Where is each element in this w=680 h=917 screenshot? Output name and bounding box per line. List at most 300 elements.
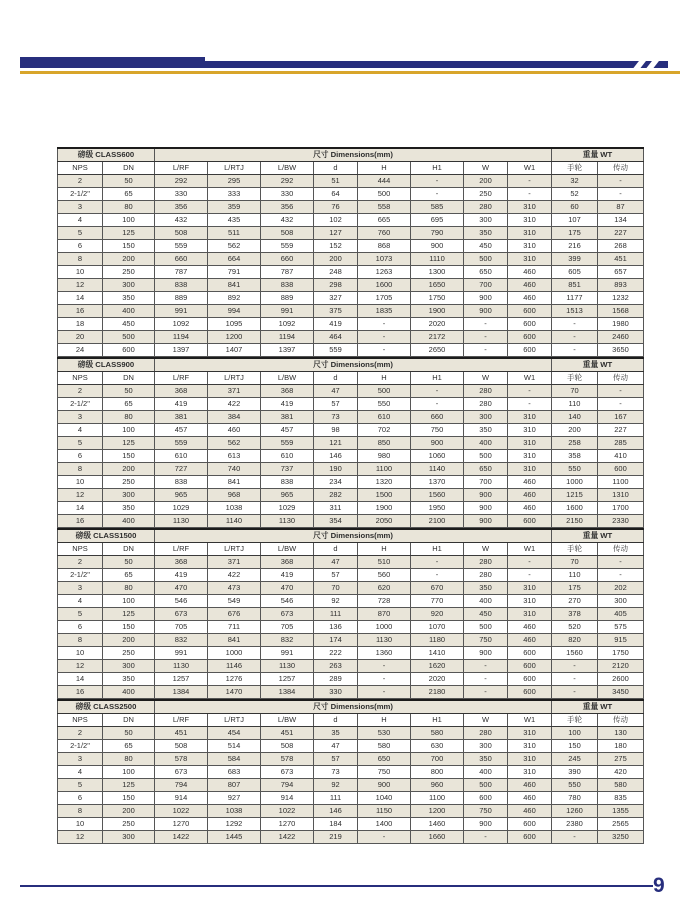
cell: 100 — [103, 424, 155, 437]
cell: 107 — [552, 214, 598, 227]
cell: 10 — [58, 476, 103, 489]
table-row — [58, 344, 644, 357]
cell: 200 — [103, 634, 155, 647]
class-label: 磅级 CLASS1500 — [58, 529, 155, 543]
cell: 280 — [464, 727, 508, 740]
column-header: L/RTJ — [208, 543, 261, 556]
spec-tables — [57, 147, 643, 844]
cell: 868 — [358, 240, 411, 253]
cell: 410 — [598, 450, 644, 463]
cell: 1070 — [411, 621, 464, 634]
cell: 600 — [103, 344, 155, 357]
cell: 892 — [208, 292, 261, 305]
cell: 368 — [155, 556, 208, 569]
spec-table-class600 — [57, 147, 644, 357]
cell: 550 — [358, 398, 411, 411]
cell: 968 — [208, 489, 261, 502]
cell: 270 — [552, 595, 598, 608]
cell: 248 — [314, 266, 358, 279]
column-header: H — [358, 162, 411, 175]
cell: 150 — [103, 450, 155, 463]
cell: 660 — [411, 411, 464, 424]
table-row — [58, 634, 644, 647]
cell: 310 — [508, 463, 552, 476]
table-row — [58, 805, 644, 818]
cell: 1150 — [358, 805, 411, 818]
cell: 2-1/2" — [58, 569, 103, 582]
cell: - — [598, 175, 644, 188]
cell: 167 — [598, 411, 644, 424]
cell: 580 — [598, 779, 644, 792]
cell: 2-1/2" — [58, 740, 103, 753]
cell: - — [508, 556, 552, 569]
cell: 250 — [103, 647, 155, 660]
column-header: DN — [103, 372, 155, 385]
cell: 70 — [552, 385, 598, 398]
cell: 146 — [314, 450, 358, 463]
cell: 14 — [58, 292, 103, 305]
cell: 350 — [464, 227, 508, 240]
cell: 664 — [208, 253, 261, 266]
cell: 1660 — [411, 831, 464, 844]
cell: 227 — [598, 227, 644, 240]
table-row — [58, 398, 644, 411]
cell: 295 — [208, 175, 261, 188]
table-row — [58, 253, 644, 266]
cell: 250 — [103, 818, 155, 831]
cell: 613 — [208, 450, 261, 463]
cell: 460 — [508, 502, 552, 515]
cell: 419 — [261, 569, 314, 582]
table-row — [58, 175, 644, 188]
cell: 600 — [508, 818, 552, 831]
cell: 1146 — [208, 660, 261, 673]
cell: 444 — [358, 175, 411, 188]
cell: 140 — [552, 411, 598, 424]
cell: 1700 — [598, 502, 644, 515]
cell: 5 — [58, 227, 103, 240]
cell: 1470 — [208, 686, 261, 699]
table-row — [58, 411, 644, 424]
cell: 368 — [261, 385, 314, 398]
cell: 358 — [552, 450, 598, 463]
cell: 1022 — [155, 805, 208, 818]
cell: 350 — [103, 502, 155, 515]
table-row — [58, 305, 644, 318]
cell: 190 — [314, 463, 358, 476]
cell: 280 — [464, 398, 508, 411]
cell: 1600 — [358, 279, 411, 292]
cell: 695 — [411, 214, 464, 227]
weight-label: 重量 WT — [552, 529, 644, 543]
cell: 419 — [155, 569, 208, 582]
cell: 419 — [261, 398, 314, 411]
column-header-row — [58, 372, 644, 385]
cell: 559 — [155, 437, 208, 450]
table-row — [58, 279, 644, 292]
cell: 559 — [155, 240, 208, 253]
cell: 12 — [58, 489, 103, 502]
cell: 760 — [358, 227, 411, 240]
cell: 310 — [508, 450, 552, 463]
cell: 578 — [155, 753, 208, 766]
cell: 280 — [464, 385, 508, 398]
cell: 550 — [552, 463, 598, 476]
cell: 900 — [464, 502, 508, 515]
cell: 520 — [552, 621, 598, 634]
cell: 2460 — [598, 331, 644, 344]
cell: 422 — [208, 398, 261, 411]
cell: 770 — [411, 595, 464, 608]
cell: - — [464, 331, 508, 344]
cell: 600 — [508, 673, 552, 686]
cell: 1194 — [155, 331, 208, 344]
cell: 150 — [103, 621, 155, 634]
class-label: 磅级 CLASS2500 — [58, 700, 155, 714]
cell: 1029 — [261, 502, 314, 515]
cell: 1320 — [358, 476, 411, 489]
table-row — [58, 660, 644, 673]
cell: 1257 — [261, 673, 314, 686]
cell: 835 — [598, 792, 644, 805]
cell: 600 — [508, 344, 552, 357]
cell: 222 — [314, 647, 358, 660]
cell: 92 — [314, 595, 358, 608]
cell: 51 — [314, 175, 358, 188]
cell: - — [598, 569, 644, 582]
cell: 280 — [464, 569, 508, 582]
cell: 354 — [314, 515, 358, 528]
cell: 333 — [208, 188, 261, 201]
column-header: W — [464, 372, 508, 385]
cell: 1650 — [411, 279, 464, 292]
cell: 620 — [358, 582, 411, 595]
cell: - — [598, 188, 644, 201]
cell: 150 — [103, 240, 155, 253]
cell: - — [411, 385, 464, 398]
cell: 2150 — [552, 515, 598, 528]
cell: 310 — [508, 740, 552, 753]
cell: 575 — [598, 621, 644, 634]
cell: 500 — [464, 621, 508, 634]
cell: 787 — [155, 266, 208, 279]
cell: 375 — [314, 305, 358, 318]
cell: - — [358, 660, 411, 673]
column-header: d — [314, 714, 358, 727]
cell: 1073 — [358, 253, 411, 266]
cell: 76 — [314, 201, 358, 214]
cell: 1092 — [261, 318, 314, 331]
cell: 2 — [58, 727, 103, 740]
class-label: 磅级 CLASS600 — [58, 148, 155, 162]
cell: 8 — [58, 253, 103, 266]
cell: 1750 — [598, 647, 644, 660]
table-row — [58, 595, 644, 608]
cell: 900 — [464, 818, 508, 831]
cell: 200 — [103, 463, 155, 476]
cell: 280 — [464, 556, 508, 569]
column-header: NPS — [58, 714, 103, 727]
spec-table-class900 — [57, 357, 644, 528]
header-gold-line — [20, 71, 680, 74]
table-row — [58, 424, 644, 437]
table-row — [58, 569, 644, 582]
cell: 460 — [508, 489, 552, 502]
cell: 282 — [314, 489, 358, 502]
cell: 559 — [261, 437, 314, 450]
cell: 702 — [358, 424, 411, 437]
cell: 268 — [598, 240, 644, 253]
cell: 150 — [103, 792, 155, 805]
cell: 960 — [411, 779, 464, 792]
cell: 965 — [155, 489, 208, 502]
cell: 700 — [411, 753, 464, 766]
cell: 500 — [464, 450, 508, 463]
cell: 2020 — [411, 673, 464, 686]
cell: 991 — [261, 647, 314, 660]
cell: 991 — [261, 305, 314, 318]
column-header: 传动 — [598, 714, 644, 727]
cell: 451 — [261, 727, 314, 740]
cell: 50 — [103, 175, 155, 188]
cell: 780 — [552, 792, 598, 805]
cell: 2-1/2" — [58, 188, 103, 201]
cell: 740 — [208, 463, 261, 476]
cell: 1110 — [411, 253, 464, 266]
cell: 750 — [358, 766, 411, 779]
cell: 508 — [155, 227, 208, 240]
cell: 500 — [358, 385, 411, 398]
cell: - — [411, 556, 464, 569]
cell: 381 — [155, 411, 208, 424]
table-row — [58, 188, 644, 201]
cell: 450 — [464, 608, 508, 621]
cell: 700 — [464, 476, 508, 489]
cell: 292 — [155, 175, 208, 188]
table-row — [58, 818, 644, 831]
cell: 8 — [58, 463, 103, 476]
cell: 610 — [358, 411, 411, 424]
cell: 705 — [155, 621, 208, 634]
cell: 219 — [314, 831, 358, 844]
cell: 174 — [314, 634, 358, 647]
cell: 508 — [261, 227, 314, 240]
cell: 250 — [464, 188, 508, 201]
table-row — [58, 766, 644, 779]
cell: 16 — [58, 515, 103, 528]
column-header: DN — [103, 162, 155, 175]
cell: 1560 — [552, 647, 598, 660]
cell: 65 — [103, 569, 155, 582]
cell: 300 — [464, 740, 508, 753]
cell: 1384 — [261, 686, 314, 699]
table-row — [58, 740, 644, 753]
cell: 1200 — [208, 331, 261, 344]
column-header: 手轮 — [552, 372, 598, 385]
cell: - — [464, 831, 508, 844]
column-header: H — [358, 714, 411, 727]
cell: 1180 — [411, 634, 464, 647]
cell: 914 — [261, 792, 314, 805]
cell: 460 — [508, 476, 552, 489]
cell: 1310 — [598, 489, 644, 502]
cell: 838 — [155, 279, 208, 292]
cell: 927 — [208, 792, 261, 805]
cell: 650 — [464, 266, 508, 279]
cell: 900 — [464, 647, 508, 660]
column-header-row — [58, 543, 644, 556]
cell: - — [411, 398, 464, 411]
cell: 1360 — [358, 647, 411, 660]
cell: - — [552, 686, 598, 699]
cell: 980 — [358, 450, 411, 463]
cell: 600 — [508, 305, 552, 318]
cell: 800 — [411, 766, 464, 779]
cell: 1038 — [208, 502, 261, 515]
cell: 435 — [208, 214, 261, 227]
cell: 258 — [552, 437, 598, 450]
cell: 1130 — [358, 634, 411, 647]
cell: 454 — [208, 727, 261, 740]
cell: 80 — [103, 753, 155, 766]
cell: - — [552, 831, 598, 844]
table-row — [58, 385, 644, 398]
cell: 10 — [58, 266, 103, 279]
cell: 12 — [58, 279, 103, 292]
cell: 14 — [58, 502, 103, 515]
header-navy-bar-left — [20, 57, 205, 68]
cell: 175 — [552, 582, 598, 595]
cell: 87 — [598, 201, 644, 214]
cell: 1100 — [598, 476, 644, 489]
cell: 52 — [552, 188, 598, 201]
cell: 1263 — [358, 266, 411, 279]
cell: 2 — [58, 385, 103, 398]
page-number: 9 — [653, 874, 665, 897]
cell: 893 — [598, 279, 644, 292]
cell: 700 — [464, 279, 508, 292]
cell: 1397 — [261, 344, 314, 357]
column-header: d — [314, 372, 358, 385]
cell: 8 — [58, 634, 103, 647]
cell: - — [508, 398, 552, 411]
cell: 57 — [314, 569, 358, 582]
table-row — [58, 489, 644, 502]
cell: 900 — [464, 305, 508, 318]
cell: 419 — [314, 318, 358, 331]
cell: 1040 — [358, 792, 411, 805]
cell: 310 — [508, 424, 552, 437]
cell: 350 — [464, 582, 508, 595]
cell: 92 — [314, 779, 358, 792]
cell: - — [552, 318, 598, 331]
cell: 150 — [552, 740, 598, 753]
cell: 2-1/2" — [58, 398, 103, 411]
dimensions-label: 尺寸 Dimensions(mm) — [155, 700, 552, 714]
cell: 350 — [103, 673, 155, 686]
cell: 70 — [314, 582, 358, 595]
cell: 794 — [261, 779, 314, 792]
cell: 832 — [261, 634, 314, 647]
section-header-row — [58, 700, 644, 714]
cell: 327 — [314, 292, 358, 305]
column-header: H1 — [411, 714, 464, 727]
cell: 400 — [464, 437, 508, 450]
cell: 73 — [314, 411, 358, 424]
cell: 310 — [508, 201, 552, 214]
cell: 110 — [552, 569, 598, 582]
cell: 400 — [103, 515, 155, 528]
cell: 2565 — [598, 818, 644, 831]
table-row — [58, 476, 644, 489]
cell: 460 — [508, 792, 552, 805]
cell: 1276 — [208, 673, 261, 686]
cell: 3 — [58, 753, 103, 766]
cell: 111 — [314, 608, 358, 621]
cell: 289 — [314, 673, 358, 686]
cell: 300 — [103, 489, 155, 502]
cell: 16 — [58, 686, 103, 699]
column-header-row — [58, 714, 644, 727]
column-header: 手轮 — [552, 714, 598, 727]
cell: 216 — [552, 240, 598, 253]
cell: 3 — [58, 201, 103, 214]
table-row — [58, 318, 644, 331]
cell: 1260 — [552, 805, 598, 818]
cell: 310 — [508, 227, 552, 240]
cell: 546 — [155, 595, 208, 608]
cell: 70 — [552, 556, 598, 569]
cell: 110 — [552, 398, 598, 411]
class-label: 磅级 CLASS900 — [58, 358, 155, 372]
cell: 310 — [508, 727, 552, 740]
cell: 80 — [103, 411, 155, 424]
cell: 605 — [552, 266, 598, 279]
cell: - — [552, 673, 598, 686]
cell: 125 — [103, 779, 155, 792]
cell: 1397 — [155, 344, 208, 357]
cell: 665 — [358, 214, 411, 227]
cell: - — [552, 344, 598, 357]
cell: 460 — [508, 634, 552, 647]
cell: 125 — [103, 608, 155, 621]
weight-label: 重量 WT — [552, 148, 644, 162]
dimensions-label: 尺寸 Dimensions(mm) — [155, 358, 552, 372]
column-header: DN — [103, 543, 155, 556]
cell: - — [358, 331, 411, 344]
cell: 794 — [155, 779, 208, 792]
cell: 470 — [155, 582, 208, 595]
cell: 8 — [58, 805, 103, 818]
cell: 683 — [208, 766, 261, 779]
cell: 50 — [103, 727, 155, 740]
cell: 920 — [411, 608, 464, 621]
column-header: H — [358, 372, 411, 385]
cell: 6 — [58, 621, 103, 634]
cell: - — [464, 318, 508, 331]
cell: 18 — [58, 318, 103, 331]
cell: 991 — [155, 305, 208, 318]
column-header: L/RF — [155, 714, 208, 727]
column-header: d — [314, 162, 358, 175]
cell: - — [411, 175, 464, 188]
cell: 600 — [508, 318, 552, 331]
cell: 180 — [598, 740, 644, 753]
column-header: H1 — [411, 543, 464, 556]
cell: 673 — [261, 766, 314, 779]
cell: 650 — [358, 753, 411, 766]
cell: 65 — [103, 188, 155, 201]
